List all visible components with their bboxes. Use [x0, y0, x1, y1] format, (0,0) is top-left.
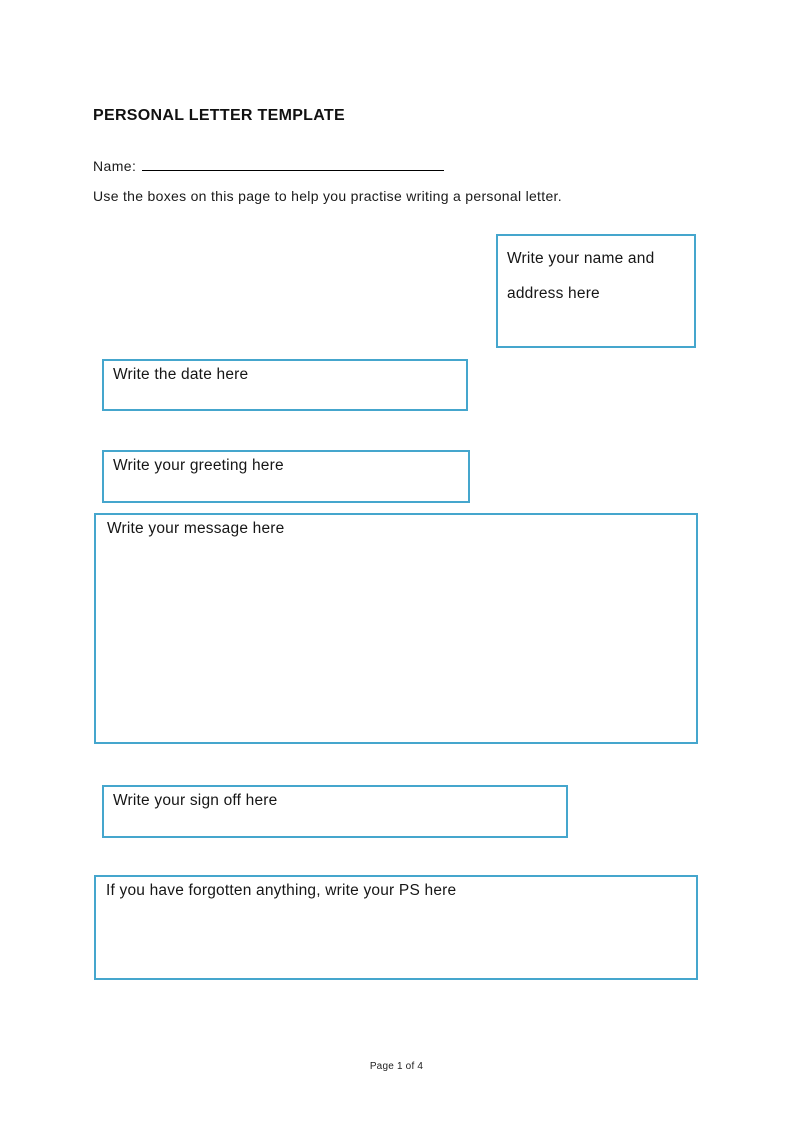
page-footer: Page 1 of 4: [369, 1061, 424, 1072]
name-row: [93, 156, 444, 174]
ps-box-label: If you have forgotten anything, write your PS here: [106, 882, 457, 899]
name-label: Name:: [93, 158, 137, 174]
date-box[interactable]: [102, 359, 468, 411]
message-box[interactable]: [94, 513, 698, 744]
date-box-label: Write the date here: [113, 366, 249, 383]
name-address-box-label: Write your name and address here: [507, 250, 655, 302]
sign-off-box-label: Write your sign off here: [113, 792, 278, 809]
page-title: PERSONAL LETTER TEMPLATE: [93, 107, 345, 124]
name-address-box[interactable]: [496, 234, 696, 348]
sign-off-box[interactable]: [102, 785, 568, 838]
ps-box[interactable]: [94, 875, 698, 980]
name-blank-line[interactable]: [142, 156, 444, 171]
greeting-box-label: Write your greeting here: [113, 457, 284, 474]
instruction-text: Use the boxes on this page to help you practise writing a personal letter.: [93, 188, 562, 204]
message-box-label: Write your message here: [107, 520, 285, 537]
greeting-box[interactable]: [102, 450, 470, 503]
